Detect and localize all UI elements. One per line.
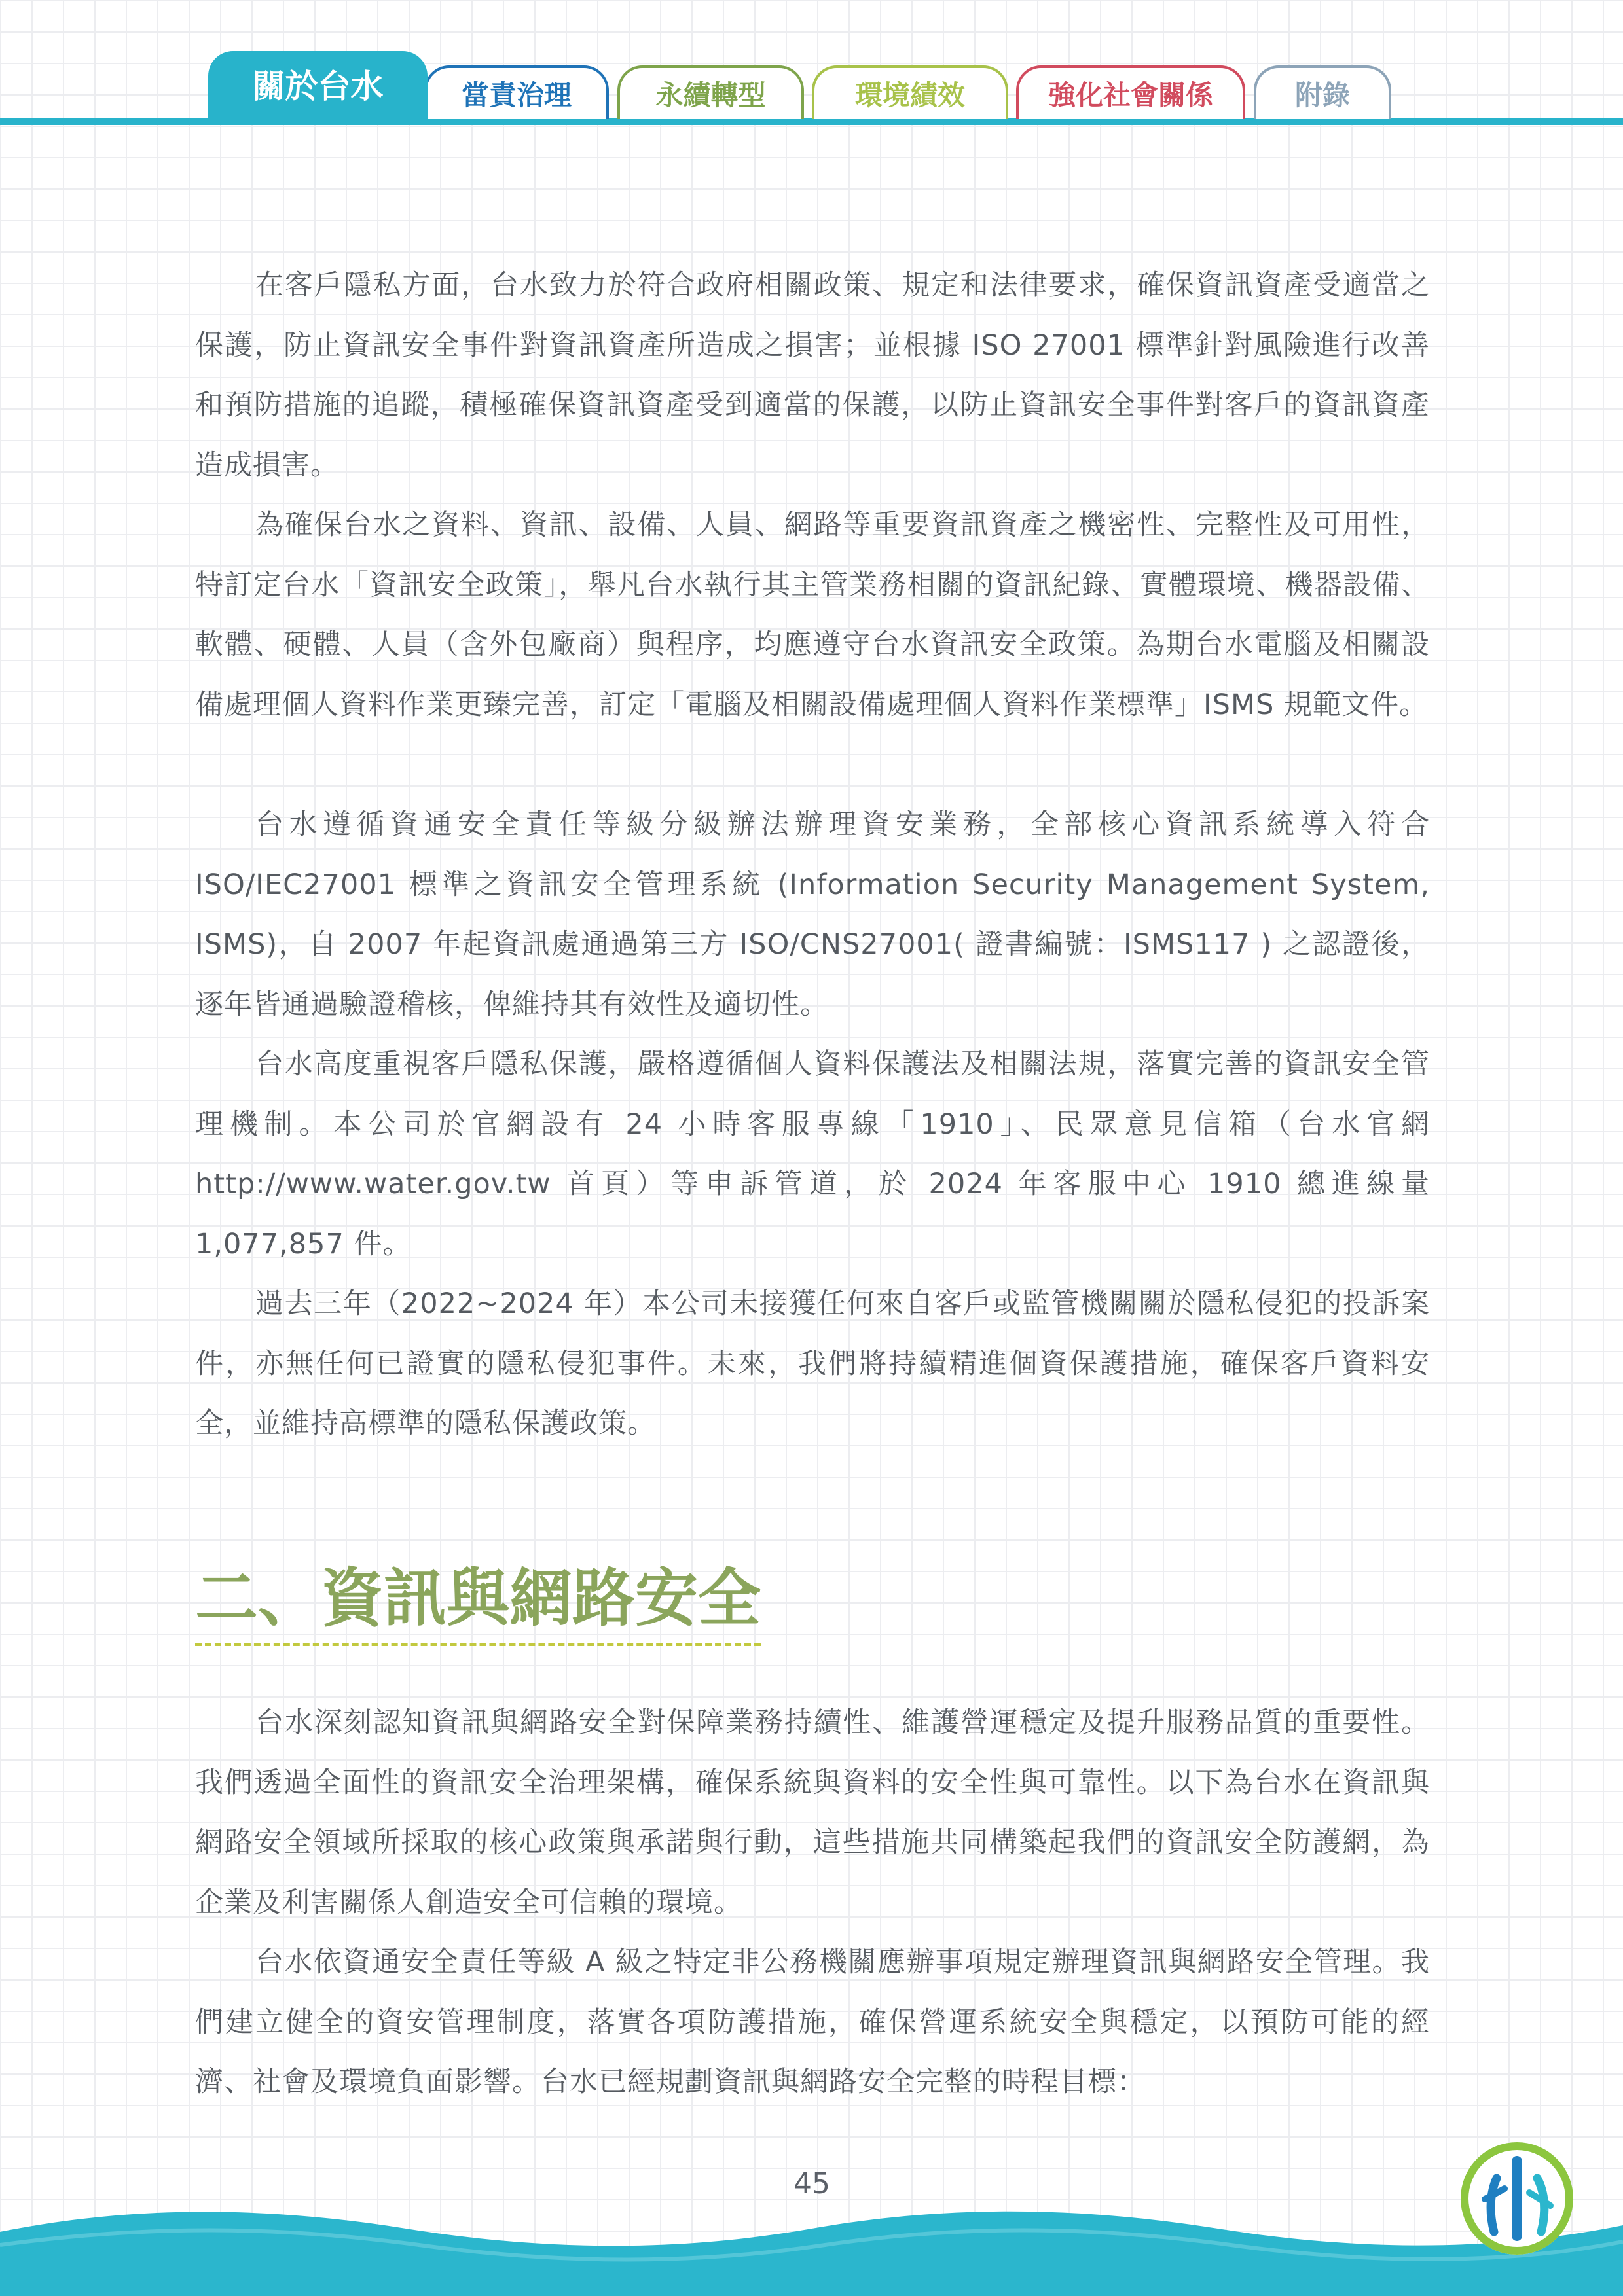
body-paragraph: 台水遵循資通安全責任等級分級辦法辦理資安業務，全部核心資訊系統導入符合 ISO/IEC27001 標準之資訊安全管理系統 (Information Security Management System, ISMS)，自 2007 年起資訊處通過第三方 ISO/CNS27001( 證書編號：ISMS117 ) 之認證後，逐年皆通過驗證稽核，俾維持其有效性及適切性。 (195, 808, 1430, 1021)
section-paragraph: 台水深刻認知資訊與網路安全對保障業務持續性、維護營運穩定及提升服務品質的重要性。我們透過全面性的資訊安全治理架構，確保系統與資料的安全性與可靠性。以下為台水在資訊與網路安全領域所採取的核心政策與承諾與行動，這些措施共同構築起我們的資訊安全防護網，為企業及利害關係人創造安全可信賴的環境。 (195, 1706, 1430, 1919)
tab-social-relations[interactable]: 強化社會關係 (1016, 65, 1245, 119)
section-paragraph: 台水依資通安全責任等級 A 級之特定非公務機關應辦事項規定辦理資訊與網路安全管理。我們建立健全的資安管理制度，落實各項防護措施，確保營運系統安全與穩定，以預防可能的經濟、社會及環境負面影響。台水已經規劃資訊與網路安全完整的時程目標： (195, 1946, 1430, 2098)
section-heading: 二、資訊與網路安全 (195, 1559, 761, 1646)
body-paragraph: 過去三年（2022~2024 年）本公司未接獲任何來自客戶或監管機關關於隱私侵犯的投訴案件，亦無任何已證實的隱私侵犯事件。未來，我們將持續精進個資保護措施，確保客戶資料安全，並維持高標準的隱私保護政策。 (195, 1287, 1430, 1440)
tab-environmental-performance[interactable]: 環境績效 (812, 65, 1008, 119)
tab-sustainable-transition[interactable]: 永續轉型 (617, 65, 804, 119)
body-paragraph: 台水高度重視客戶隱私保護，嚴格遵循個人資料保護法及相關法規，落實完善的資訊安全管理機制。本公司於官網設有 24 小時客服專線「1910」、民眾意見信箱（台水官網 http://www.water.gov.tw 首頁）等申訴管道，於 2024 年客服中心 1910 總進線量 1,077,857 件。 (195, 1048, 1430, 1261)
footer-wave-decoration (0, 2199, 1623, 2296)
chapter-tab-bar (0, 0, 1623, 131)
tab-appendix[interactable]: 附錄 (1254, 65, 1391, 119)
page-number: 45 (793, 2167, 830, 2200)
body-paragraph: 為確保台水之資料、資訊、設備、人員、網路等重要資訊資產之機密性、完整性及可用性，特訂定台水「資訊安全政策」，舉凡台水執行其主管業務相關的資訊紀錄、實體環境、機器設備、軟體、硬體、人員（含外包廠商）與程序，均應遵守台水資訊安全政策。為期台水電腦及相關設備處理個人資料作業更臻完善，訂定「電腦及相關設備處理個人資料作業標準」ISMS 規範文件。 (195, 509, 1430, 721)
body-paragraph: 在客戶隱私方面，台水致力於符合政府相關政策、規定和法律要求，確保資訊資產受適當之保護，防止資訊安全事件對資訊資產所造成之損害；並根據 ISO 27001 標準針對風險進行改善和預防措施的追蹤，積極確保資訊資產受到適當的保護，以防止資訊安全事件對客戶的資訊資產造成損害。 (195, 269, 1430, 482)
tab-governance[interactable]: 當責治理 (424, 65, 609, 119)
tab-about-taiwan-water[interactable]: 關於台水 (208, 51, 428, 122)
taiwan-water-logo-icon (1459, 2140, 1575, 2257)
